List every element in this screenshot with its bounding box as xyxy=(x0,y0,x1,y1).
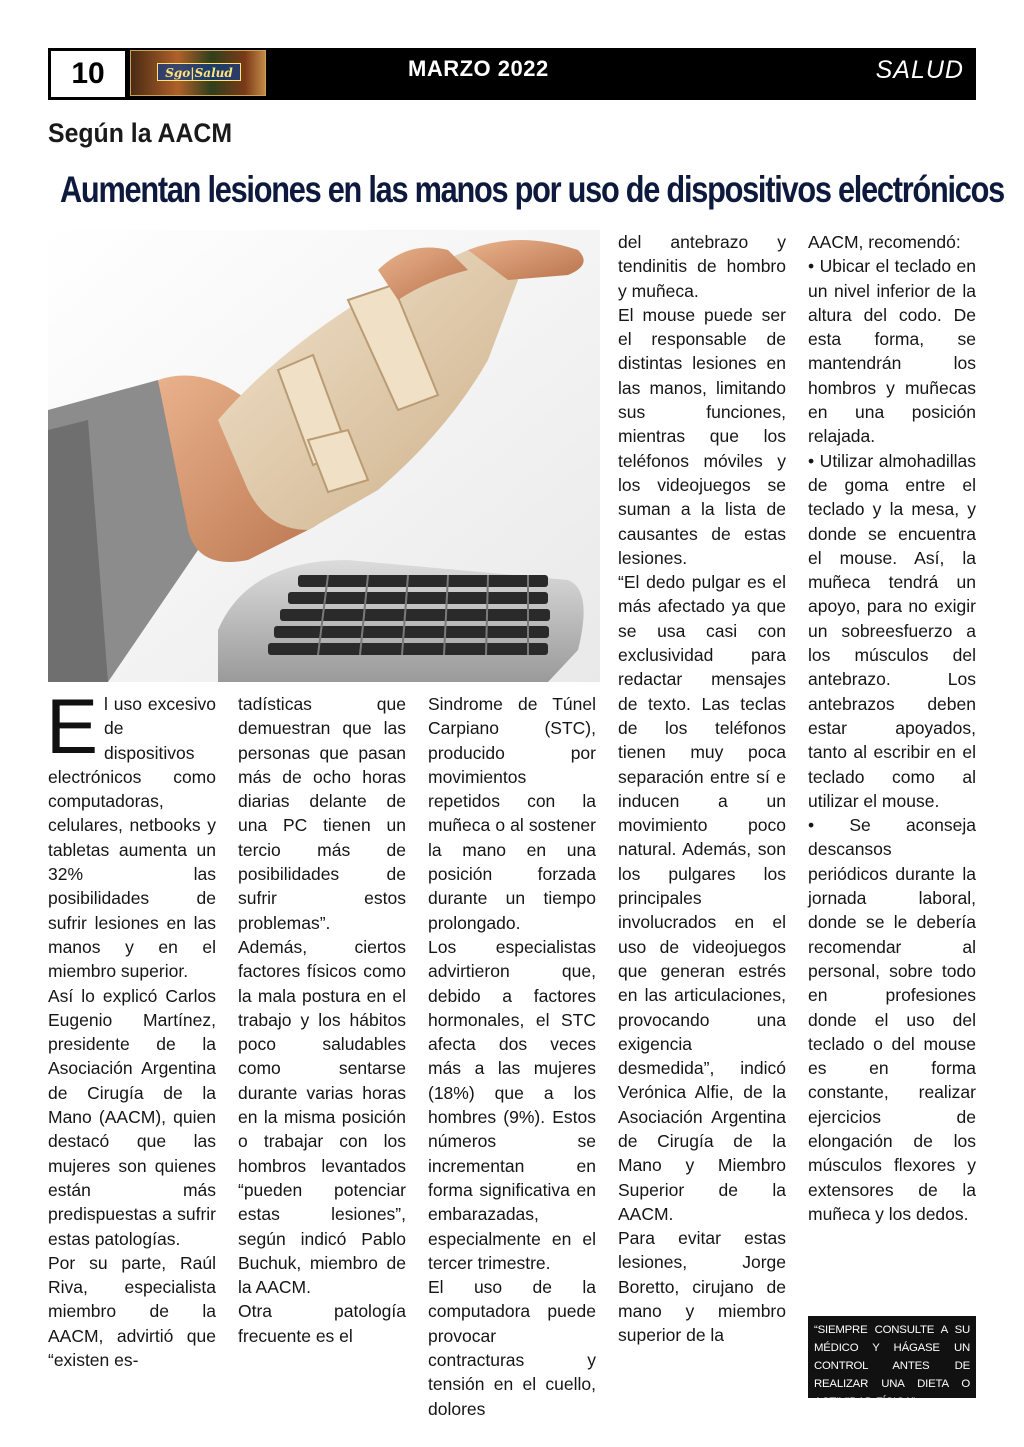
paragraph: El uso de la computadora puede provocar contracturas y tensión en el cuello, dolores xyxy=(428,1277,596,1419)
paragraph-text: l uso excesivo de dispositivos electrónicos como computadoras, celulares, netbooks y tabletas aumenta un 32% las posibilidades de sufrir lesiones en las manos y en el miembro superior. xyxy=(48,694,216,982)
paragraph: Así lo explicó Carlos Eugenio Martínez, presidente de la Asociación Argentina de Cirugía de la Mano (AACM), quien destacó que las mujeres son quienes están más predispuestas a sufrir estas patologías. xyxy=(48,985,216,1249)
paragraph: Otra patología frecuente es el xyxy=(238,1301,406,1346)
paragraph: Los especialistas advirtieron que, debido a factores hormonales, el STC afecta dos veces más a las mujeres (18%) que a los hombres (9%). Estos números se incrementan en forma significativa en embarazadas, especialmente en el tercer trimestre. xyxy=(428,936,596,1273)
paragraph: Sindrome de Túnel Carpiano (STC), producido por movimientos repetidos con la muñeca o al sostener la mano en una posición forzada durante un tiempo prolongado. xyxy=(428,694,596,933)
health-disclaimer-box: “SIEMPRE CONSULTE A SU MÉDICO Y HÁGASE UN CONTROL ANTES DE REALIZAR UNA DIETA O ACTIVIDAD FÍSICA” xyxy=(808,1316,976,1398)
wrist-brace-keyboard-illustration xyxy=(48,230,600,682)
article-headline: Aumentan lesiones en las manos por uso de dispositivos electrónicos xyxy=(60,169,1004,210)
publication-logo xyxy=(130,50,266,96)
issue-date: MARZO 2022 xyxy=(408,56,549,81)
article-kicker: Según la AACM xyxy=(48,118,233,148)
page-number: 10 xyxy=(48,48,128,100)
paragraph: AACM, recomendó: xyxy=(808,232,961,252)
paragraph: del antebrazo y tendinitis de hombro y muñeca. xyxy=(618,232,786,301)
text-column-4 xyxy=(618,230,786,1392)
text-column-2 xyxy=(238,692,406,1392)
paragraph: Por su parte, Raúl Riva, especialista miembro de la AACM, advirtió que “existen es- xyxy=(48,1252,216,1371)
bullet-item: • Utilizar almohadillas de goma entre el teclado y la mesa, y donde se encuentra el mouse. Así, la muñeca tendrá un apoyo, para no exigir un sobreesfuerzo a los músculos del antebrazo. Los antebrazos deben estar apoyados, tanto al escribir en el teclado como al utilizar el mouse. xyxy=(808,450,976,811)
paragraph: Además, ciertos factores físicos como la mala postura en el trabajo y los hábitos poco saludables como sentarse durante varias horas en la misma posición o trabajar con los hombros levantados “pueden potenciar estas lesiones”, según indicó Pablo Buchuk, miembro de la AACM. xyxy=(238,936,406,1298)
drop-cap: E xyxy=(46,682,99,770)
text-column-3 xyxy=(428,692,596,1419)
paragraph: “El dedo pulgar es el más afectado ya que se usa casi con exclusividad para redactar mensajes de texto. Las teclas de los teléfonos tienen muy poca separación entre sí e inducen a un movimiento poco natural. Además, son los pulgares los principales involucrados en el uso de videojuegos que generan estrés en las articulaciones, provocando una exigencia desmedida”, indicó Verónica Alfie, de la Asociación Argentina de Cirugía de la Mano y Miembro Superior de la AACM. xyxy=(618,572,786,1224)
paragraph: Para evitar estas lesiones, Jorge Boretto, cirujano de mano y miembro superior de la xyxy=(618,1228,786,1346)
article-photo xyxy=(48,230,600,682)
text-column-5 xyxy=(808,230,976,1270)
section-name: SALUD xyxy=(875,56,964,84)
paragraph: El mouse puede ser el responsable de distintas lesiones en las manos, limitando sus funciones, mientras que los teléfonos móviles y los videojuegos se suman a la lista de causantes de estas lesiones. xyxy=(618,304,786,568)
text-column-1 xyxy=(46,682,216,1392)
paragraph-intro xyxy=(46,682,216,984)
bullet-item: • Ubicar el teclado en un nivel inferior de la altura del codo. De esta forma, se mantendrán los hombros y muñecas en una posición relajada. xyxy=(808,256,976,447)
paragraph: tadísticas que demuestran que las personas que pasan más de ocho horas diarias delante de una PC tienen un tercio más de posibilidades de sufrir estos problemas”. xyxy=(238,694,406,933)
page-header xyxy=(48,48,976,100)
logo-text: Sgo|Salud xyxy=(157,63,241,81)
bullet-item: • Se aconseja descansos periódicos durante la jornada laboral, donde se le debería recomendar al personal, sobre todo en profesiones donde el uso del teclado o del mouse es en forma constante, realizar ejercicios de elongación de los músculos flexores y extensores de la muñeca y los dedos. xyxy=(808,815,976,1224)
